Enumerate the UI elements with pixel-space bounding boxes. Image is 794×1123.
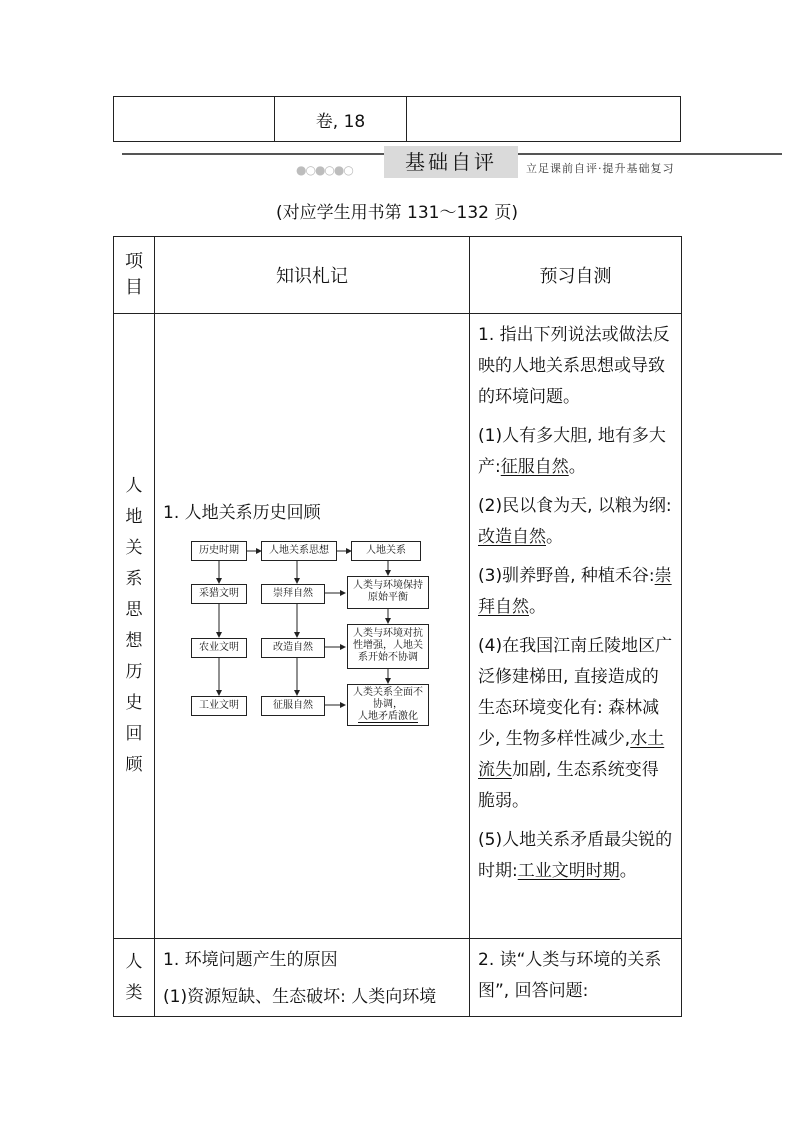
quiz-q1-b-text: (2)民以食为天, 以粮为纲: [478, 496, 672, 516]
quiz-q1-c-answer: 崇拜自然 [478, 566, 672, 617]
row-history [114, 314, 682, 939]
flow-thought-2: 改造自然 [261, 638, 325, 658]
row-history-item [114, 314, 155, 939]
item-char: 地 [125, 507, 143, 527]
quiz-q1-d-text2: 加剧, 生态系统变得脆弱。 [478, 760, 659, 811]
banner-title: 基础自评 [384, 146, 518, 178]
row-history-notes [155, 314, 470, 939]
flow-thought-header: 人地关系思想 [261, 541, 337, 561]
flow-relation-2: 人类与环境对抗性增强，人地关系开始不协调 [347, 624, 429, 669]
quiz-q1-a [478, 421, 673, 483]
quiz-q1-e [478, 825, 673, 887]
flow-period-header: 历史时期 [191, 541, 247, 561]
flowchart [189, 537, 459, 747]
quiz-q1-b-answer: 改造自然 [478, 527, 546, 547]
item-char: 人 [125, 476, 143, 496]
flow-relation-header: 人地关系 [351, 541, 421, 561]
row-human-item [114, 939, 155, 1017]
quiz-q1-c [478, 561, 673, 623]
item-char: 系 [125, 569, 143, 589]
flow-relation-3-line1: 人类关系全面不协调， [353, 686, 423, 710]
item-char: 历 [125, 662, 143, 682]
quiz-q1-e-text: (5)人地关系矛盾最尖锐的时期: [478, 830, 673, 881]
section-banner [0, 142, 794, 180]
period: 。 [546, 527, 563, 547]
header-item-char-2: 目 [125, 277, 143, 298]
item-char: 类 [125, 983, 143, 1003]
top-cell-right [407, 97, 681, 142]
header-item-char-1: 项 [125, 251, 143, 272]
flow-period-1: 采猎文明 [191, 584, 247, 604]
quiz-q1-e-answer: 工业文明时期 [517, 861, 620, 881]
quiz-q1-a-text: (1)人有多大胆, 地有多大产: [478, 426, 666, 477]
flow-thought-3: 征服自然 [261, 696, 325, 716]
item-char: 人 [125, 952, 143, 972]
header-quiz: 预习自测 [470, 237, 682, 314]
item-char: 思 [125, 600, 143, 620]
top-cell-middle: 卷, 18 [275, 97, 407, 142]
header-item [114, 237, 155, 314]
notes2-title: 1. 环境问题产生的原因 [163, 950, 338, 970]
banner-dots: ●○●○●○ [296, 163, 353, 177]
top-table [113, 96, 681, 142]
period: 。 [529, 597, 546, 617]
quiz-q1-a-answer: 征服自然 [500, 457, 569, 477]
header-notes: 知识札记 [155, 237, 470, 314]
flow-thought-1: 崇拜自然 [261, 584, 325, 604]
notes2-line: (1)资源短缺、生态破坏: 人类向环境 [163, 987, 437, 1007]
quiz-q1-d-answer: 水土流失 [478, 729, 665, 780]
top-cell-left [114, 97, 275, 142]
period: 。 [568, 457, 586, 477]
flow-relation-1: 人类与环境保持原始平衡 [347, 576, 429, 609]
quiz-q1-stem: 1. 指出下列说法或做法反映的人地关系思想或导致的环境问题。 [478, 325, 670, 407]
row-history-quiz [470, 314, 682, 939]
item-char: 回 [125, 724, 143, 744]
main-table [113, 236, 682, 1017]
quiz-q1-d [478, 631, 673, 817]
row-human-quiz [470, 939, 682, 1017]
quiz-q1-b [478, 491, 673, 553]
quiz-q1-d-text: (4)在我国江南丘陵地区广泛修建梯田, 直接造成的生态环境变化有: 森林减少, 生物多样性减少, [478, 636, 673, 749]
flow-relation-3-line2: 人地矛盾激化 [358, 710, 418, 722]
item-char: 史 [125, 693, 143, 713]
quiz-q1-c-text: (3)驯养野兽, 种植禾谷: [478, 566, 655, 586]
quiz-q2-stem: 2. 读“人类与环境的关系图”, 回答问题: [478, 950, 662, 1001]
banner-tagline: 立足课前自评·提升基础复习 [526, 162, 675, 175]
item-char: 想 [125, 631, 143, 651]
flow-relation-3 [347, 684, 429, 726]
flow-period-3: 工业文明 [191, 696, 247, 716]
item-char: 关 [125, 538, 143, 558]
row-human [114, 939, 682, 1017]
period: 。 [619, 861, 637, 881]
notes-title: 1. 人地关系历史回顾 [163, 502, 321, 523]
page-reference: (对应学生用书第 131～132 页) [276, 203, 518, 223]
header-row [114, 237, 682, 314]
row-human-notes [155, 939, 470, 1017]
item-char: 顾 [125, 755, 143, 775]
flow-period-2: 农业文明 [191, 638, 247, 658]
